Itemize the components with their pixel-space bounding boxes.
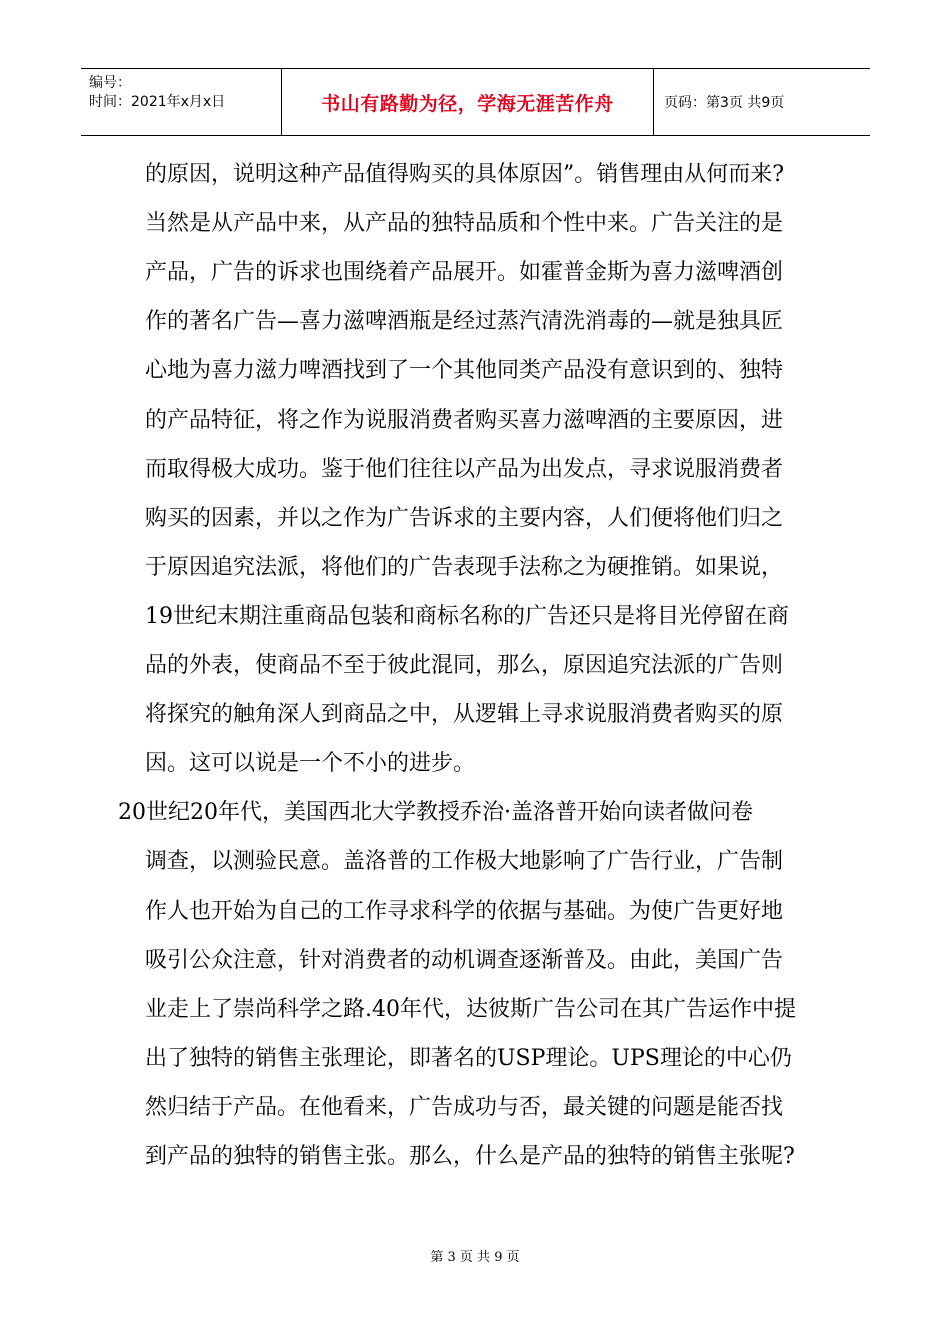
body-line: 的原因，说明这种产品值得购买的具体原因”。销售理由从何而来?	[145, 162, 785, 187]
body-line: 因。这可以说是一个不小的进步。	[145, 751, 476, 777]
body-line: 业走上了崇尚科学之路.40年代，达彼斯广告公司在其广告运作中提	[145, 996, 796, 1022]
body-line: 作人也开始为自己的工作寻求科学的依据与基础。为使广告更好地	[145, 898, 784, 924]
body-line: 调查，以测验民意。盖洛普的工作极大地影响了广告行业，广告制	[145, 849, 784, 875]
body-line: 作的著名广告—喜力滋啤酒瓶是经过蒸汽清洗消毒的—就是独具匠	[145, 309, 784, 335]
document-number-label: 编号：	[89, 75, 131, 91]
page-header	[81, 68, 870, 136]
body-line: 当然是从产品中来，从产品的独特品质和个性中来。广告关注的是	[145, 211, 784, 237]
header-motto: 书山有路勤为径，学海无涯苦作舟	[282, 69, 654, 135]
body-line: 购买的因素，并以之作为广告诉求的主要内容，人们便将他们归之	[145, 505, 784, 531]
header-meta-cell	[81, 69, 282, 135]
body-line: 品的外表，使商品不至于彼此混同，那么，原因追究法派的广告则	[145, 653, 784, 678]
body-line: 出了独特的销售主张理论，即著名的USP理论。UPS理论的中心仍	[145, 1045, 792, 1071]
body-line: 到产品的独特的销售主张。那么，什么是产品的独特的销售主张呢?	[145, 1144, 795, 1169]
body-line: 于原因追究法派，将他们的广告表现手法称之为硬推销。如果说，	[145, 554, 784, 580]
body-line: 吸引公众注意，针对消费者的动机调查逐渐普及。由此，美国广告	[145, 947, 784, 973]
body-line: 然归结于产品。在他看来，广告成功与否，最关键的问题是能否找	[145, 1094, 784, 1120]
body-line: 20世纪20年代，美国西北大学教授乔治·盖洛普开始向读者做问卷	[118, 800, 753, 826]
body-line: 19世纪末期注重商品包装和商标名称的广告还只是将目光停留在商	[145, 603, 789, 629]
body-line: 而取得极大成功。鉴于他们往往以产品为出发点，寻求说服消费者	[145, 456, 784, 482]
document-time-label: 时间：2021年x月x日	[89, 94, 226, 110]
page-footer: 第 3 页 共 9 页	[430, 1250, 520, 1265]
header-page-info: 页码：第3页 共9页	[664, 95, 785, 111]
body-line: 心地为喜力滋力啤酒找到了一个其他同类产品没有意识到的、独特	[145, 358, 784, 384]
body-line: 的产品特征，将之作为说服消费者购买喜力滋啤酒的主要原因，进	[145, 407, 784, 433]
body-line: 产品，广告的诉求也围绕着产品展开。如霍普金斯为喜力滋啤酒创	[145, 260, 784, 286]
body-line: 将探究的触角深人到商品之中，从逻辑上寻求说服消费者购买的原	[145, 702, 784, 728]
